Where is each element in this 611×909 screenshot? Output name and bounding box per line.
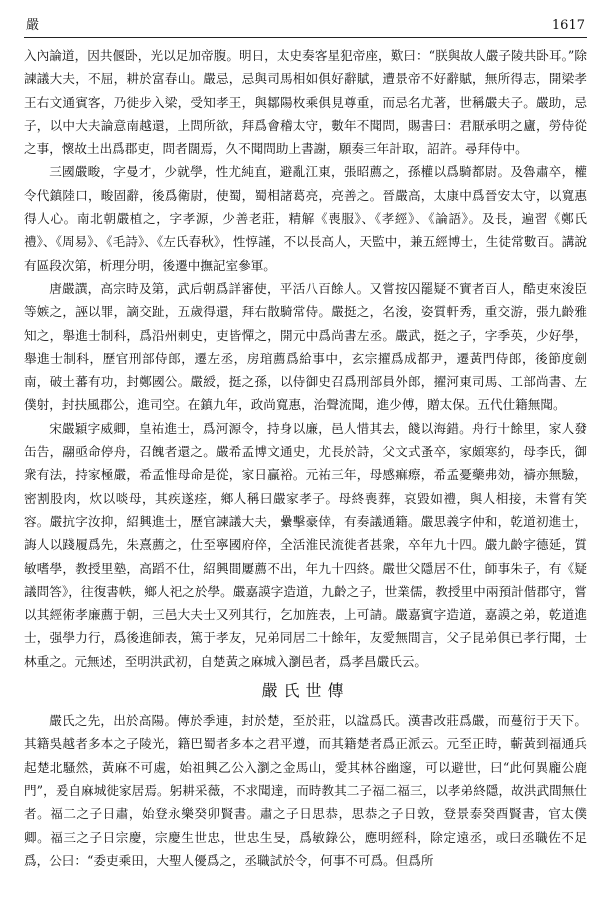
header-surname: 嚴 bbox=[26, 18, 40, 33]
paragraph-song: 宋嚴穎字威卿，皇祐進士，爲河源令，持身以廉，邑人惜其去，餞以海錯。舟行十餘里，家人發缶告，翮亟命停舟，召餽者還之。嚴希孟博文通史，尤長於詩，父文式蚤卒，家頗寒約，母李氏，御衆有法，持家極嚴，希孟惟母命是從，家日贏裕。元祐三年，母感痲瘵，希孟憂藥弗効，禱亦無驗，密割股肉，炊以啖母，其疾遂痊，鄉人稱曰嚴家孝子。母終喪葬，哀毀如禮，與人相接，未嘗有笑容。嚴抗字汝抑，紹興進士，歷官諫議大夫，纍擊豪倖，有奏議通籍。嚴思義字仲和，乾道初進士，誨人以踐履爲先，朱熹薦之，仕至寧國府倅，全活淮民流徙者甚衆，卒年九十四。嚴九齡字德延，質敏嗜學，教授里塾，高蹈不仕，紹興間屢薦不出，年九十四終。嚴世父隱居不仕，師事朱子，有《疑議問答》，往復書帙，鄉人祀之於學。嚴嘉謨字造道，九齡之子，世業儒，教授里中兩預計偕郡守，嘗以其經術孝廉薦于朝，三邑大夫士又列其行，乞加旌表，上可請。嚴嘉賓字造道，嘉謨之弟，乾道進士，强學力行，爲後進師表，篤于孝友，兄弟同居二十餘年，友愛無間言，父子昆弟俱已孝行聞，士林重之。元無述，至明洪武初，自楚黃之麻城入瀏邑者，爲孝昌嚴氏云。 bbox=[24, 420, 587, 669]
page-number: 1617 bbox=[551, 18, 585, 33]
biography-section bbox=[24, 44, 587, 673]
header-rule bbox=[24, 37, 587, 38]
clan-history-section bbox=[24, 709, 587, 872]
paragraph-han-continuation: 入內論道，因共偃卧，光以足加帝腹。明日，太史奏客星犯帝座，歎曰：“朕與故人嚴子陵共卧耳。”除諫議大夫，不屈，耕於富春山。嚴忌，忌與司馬相如俱好辭賦，遭景帝不好辭賦，無所得志，開梁孝王右文通賓客，乃徙步入梁，受知孝王，與鄒陽枚乘俱見尊重，而忌名尤著，世稱嚴夫子。嚴助，忌子，以中大夫論意南越還，上問所欲，拜爲會稽太守，數年不聞問，賜書曰：君厭承明之廬，勞侍從之事，懷故土出爲郡吏，問者闊焉，久不聞問助上書謝，願奏三年計取，詔許。尋拜侍中。 bbox=[24, 48, 587, 157]
paragraph-tang: 唐嚴譔，高宗時及第，武后朝爲詳審使，平活八百餘人。又嘗按囚罷疑不實者百人，酷吏來浚臣等嫉之，誣以罪，謫交趾，五歲得還，拜右散騎常侍。嚴挺之，名浚，姿質軒秀，重交游，張九齡雅知之，舉進士制科，爲沿州刺史，吏皆憚之，開元中爲尚書左丞。嚴武，挺之子，字季英，少好學，舉進士制科，歷官刑部侍郎，遷左丞，房琯薦爲給事中，玄宗擢爲成都尹，遷黃門侍郎，後節度劍南，破土蕃有功，封鄭國公。嚴綬，挺之孫，以侍御史召爲刑部員外郎，擢河東司馬、工部尚書、左僕射，封扶風郡公，進司空。在鎮九年，政尚寬惠，治聲流聞，進少傅，贈太保。五代仕籍無聞。 bbox=[24, 280, 587, 413]
paragraph-three-kingdoms-to-southern-dynasties: 三國嚴畯，字曼才，少就學，性尤純直，避亂江東，張昭薦之，孫權以爲騎都尉。及魯肅卒，權令代鎮陸口，畯固辭，後爲衛尉，使蜀，蜀相諸葛亮，亮善之。晉嚴高，太康中爲晉安太守，以寬惠得人心。南北朝嚴植之，字孝源，少善老莊，精解《喪服》、《孝經》、《論語》。及長，遍習《鄭氏禮》、《周易》、《毛詩》、《左氏春秋》，性惇謹，不以長高人，天監中，兼五經博士，生徒常數百。講說有區段次第，析理分明，後遷中撫記室參軍。 bbox=[24, 164, 587, 273]
section-title: 嚴氏世傳 bbox=[261, 681, 350, 701]
running-header bbox=[24, 14, 587, 37]
paragraph-clan-origins: 嚴氏之先，出於高陽。傳於季連，封於楚，至於莊，以諡爲氏。漢書改莊爲嚴，而蔓衍于天下。其籍吳越者多本之子陵光，籍巴蜀者多本之君平遵，而其籍楚者爲正派云。元至正時，蘄黃到福通兵起楚北騷然，黃麻不可處，始祖興乙公入瀏之金馬山，愛其林谷幽邃，可以避世，曰“此何異龐公鹿門”，爰自麻城徙家居焉。躬耕采薇，不求聞達，而時教其二子福二福三，以孝弟終隱，故洪武間無仕者。福二之子日肅，始登永樂癸卯賢書。肅之子日思恭，思恭之子日敦，登景泰癸酉賢書，官太僕卿。福三之子日宗慶，宗慶生世忠，世忠生旻，爲敏錄公，應明經科，除定遠丞，或曰丞職佐不足爲，公曰：“委吏乘田，大聖人優爲之，丞職試於令，何事不可爲。但爲所 bbox=[24, 713, 587, 868]
